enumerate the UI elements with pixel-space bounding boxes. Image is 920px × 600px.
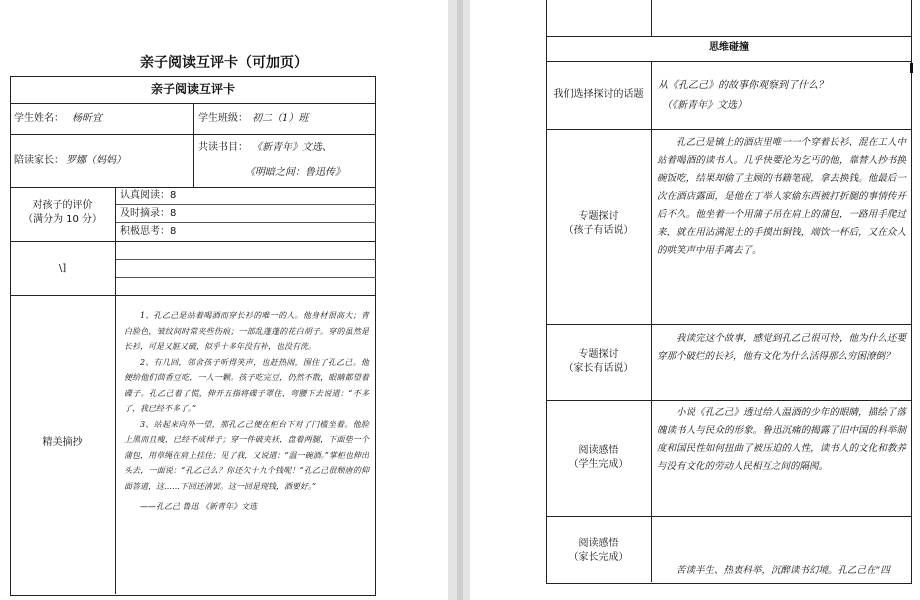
student-name-label: 学生姓名： [14, 113, 64, 124]
score-row-excerpt: 及时摘录：8 [120, 208, 177, 219]
right-document-page [470, 0, 920, 600]
text-cursor-marker [910, 63, 913, 73]
student-feel-label: 阅读感悟 （学生完成） [568, 445, 629, 470]
book-2: 《明暗之间：鲁迅传》 [245, 167, 345, 178]
parent-feel-text: 苦读半生、热衷科举，沉醉读书幻境。孔乙己在“四 [676, 565, 890, 576]
empty-row-label: \] [58, 263, 67, 274]
excerpt-1: 1、孔乙己是站着喝酒而穿长衫的唯一的人。他身材很高大；青白脸色，皱纹间时常夹些伤痕；一部乱蓬蓬的花白胡子。穿的虽然是长衫，可是又脏又破，似乎十多年没有补，也没有洗。 [124, 311, 369, 351]
excerpt-source: ——孔乙己 鲁迅 《新青年》文选 [140, 502, 258, 511]
left-document-page [0, 0, 448, 600]
student-feel-text: 小说《孔乙己》透过给人温酒的少年的眼睛，描绘了落魄读书人与民众的形象。鲁迅沉痛的揭露了旧中国的科举制度和国民性如何扭曲了被压迫的人性，读书人的文化和教养与没有文化的劳动人民相互之间的隔阂。 [657, 407, 906, 472]
excerpt-2: 2、有几回，邻舍孩子听得笑声，也赶热闹，围住了孔乙己。他便给他们茴香豆吃，一人一颗。孩子吃完豆，仍然不散，眼睛都望着碟子。孔乙己着了慌，伸开五指将碟子罩住，弯腰下去说道：“不多了，我已经不多了。” [124, 357, 369, 413]
child-topic-text: 孔乙己是镇上的酒店里唯一一个穿着长衫、混在工人中站着喝酒的读书人。几乎快要沦为乞丐的他，靠替人抄书换碗饭吃，结果却偷了主顾的书籍笔砚，拿去换钱。他最后一次在酒店露面，是他在丁举人家偷东西被打折腿的事情传开后不久。他坐着一个用蒲子吊在肩上的蒲包，一路用手爬过来，就在用沾满泥土的手摸出铜钱，端饮一杯后，又在众人的哄笑声中用手离去了。 [657, 137, 906, 256]
child-topic-label: 专题探讨 （孩子有话说） [563, 211, 634, 236]
topic-text: 从《孔乙己》的故事你观察到了什么？ （《新青年》文选） [658, 80, 828, 111]
excerpt-label: 精美摘抄 [42, 437, 83, 448]
score-row-thinking: 积极思考：8 [120, 226, 177, 237]
parent-topic-text: 我读完这个故事，感觉到孔乙己很可怜，他为什么还要穿那个破烂的长衫，他有文化为什么活得那么穷困潦倒？ [657, 333, 906, 362]
table-title: 亲子阅读互评卡 [150, 82, 235, 96]
excerpt-block [124, 308, 369, 494]
parent-feel-label: 阅读感悟 （家长完成） [568, 538, 629, 563]
student-class-value: 初二（1）班 [252, 113, 309, 124]
topic-label: 我们选择探讨的话题 [553, 89, 644, 100]
parent-label: 陪读家长： [14, 155, 64, 166]
score-row-reading: 认真阅读：8 [120, 190, 177, 201]
document-title: 亲子阅读互评卡（可加页） [140, 55, 308, 71]
page-gap [448, 0, 470, 600]
parent-topic-label: 专题探讨 （家长有话说） [563, 349, 634, 374]
book-1: 《新青年》文选、 [252, 142, 332, 153]
evaluation-label: 对孩子的评价 （满分为 10 分） [22, 200, 103, 225]
thinking-table [546, 36, 912, 584]
student-class-label: 学生班级： [198, 113, 248, 124]
books-label: 共读书目： [198, 142, 248, 153]
section-title: 思维碰撞 [709, 42, 749, 53]
parent-name-value: 罗娜（妈妈） [66, 155, 126, 166]
student-name-value: 杨昕宜 [72, 113, 102, 124]
excerpt-3: 3、站起来向外一望，那孔乙己便在柜台下对了门槛坐着。他脸上黑而且瘦，已经不成样子；穿一件破夹袄，盘着两腿，下面垫一个蒲包，用草绳在肩上挂住；见了我，又说道：“温一碗酒。”掌柜也伸出头去，一面说：“孔乙己么？你还欠十九个钱呢！”孔乙己很颓唐的仰面答道，这……下回还清罢。这一回是现钱，酒要好。” [124, 419, 369, 491]
